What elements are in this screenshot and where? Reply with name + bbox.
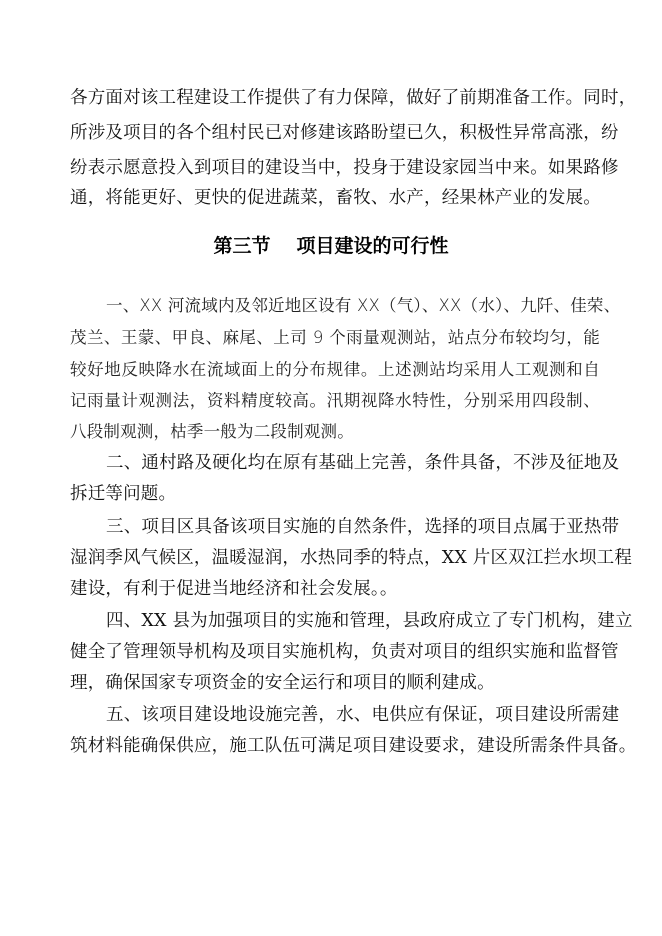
paragraph-1-line: 八段制观测，枯季一般为二段制观测。 [70, 422, 354, 441]
section-number: 第三节 [213, 235, 271, 257]
paragraph-3-line: 建设，有利于促进当地经济和社会发展。。 [70, 579, 398, 599]
paragraph-1-line: 记雨量计观测法，资料精度较高。汛期视降水特性，分别采用四段制、 [70, 391, 600, 410]
section-heading [0, 232, 662, 260]
intro-line: 通，将能更好、更快的促进蔬菜，畜牧、水产，经果林产业的发展。 [70, 188, 601, 208]
intro-line: 纷表示愿意投入到项目的建设当中，投身于建设家园当中来。如果路修 [70, 158, 619, 178]
section-title: 项目建设的可行性 [296, 235, 449, 257]
paragraph-1-line: 较好地反映降水在流域面上的分布规律。上述测站均采用人工观测和自 [70, 360, 600, 379]
paragraph-5-line: 筑材料能确保供应，施工队伍可满足项目建设要求，建设所需条件具备。 [70, 736, 637, 756]
paragraph-4-line: 理，确保国家专项资金的安全运行和项目的顺利建成。 [70, 673, 495, 693]
paragraph-5-line: 五、该项目建设地设施完善，水、电供应有保证，项目建设所需建 [106, 705, 620, 725]
paragraph-3-line: 湿润季风气候区，温暖湿润，水热同季的特点，XX 片区双江拦水坝工程 [70, 548, 633, 568]
paragraph-4-line: 健全了管理领导机构及项目实施机构，负责对项目的组织实施和监督管 [70, 642, 619, 662]
paragraph-1-line: 茂兰、王蒙、甲良、麻尾、上司 9 个雨量观测站，站点分布较均匀，能 [70, 328, 600, 347]
intro-line: 所涉及项目的各个组村民已对修建该路盼望已久，积极性异常高涨，纷 [70, 123, 619, 143]
paragraph-4-line: 四、XX 县为加强项目的实施和管理，县政府成立了专门机构，建立 [106, 611, 633, 631]
paragraph-2-line: 二、通村路及硬化均在原有基础上完善，条件具备，不涉及征地及 [106, 453, 620, 473]
paragraph-1-line: 一、XX 河流域内及邻近地区设有 XX（气）、XX（水）、九阡、佳荣、 [106, 296, 621, 315]
intro-line: 各方面对该工程建设工作提供了有力保障，做好了前期准备工作。同时， [70, 88, 637, 108]
paragraph-2-line: 拆迁等问题。 [70, 484, 177, 504]
paragraph-3-line: 三、项目区具备该项目实施的自然条件，选择的项目点属于亚热带 [106, 517, 620, 537]
